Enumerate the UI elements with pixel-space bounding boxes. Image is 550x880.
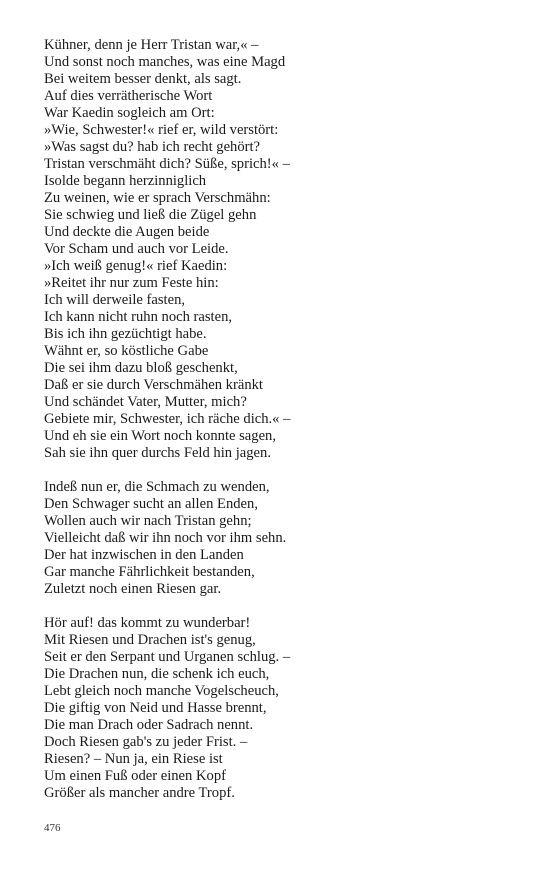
verse-line: Isolde begann herzinniglich: [44, 173, 207, 189]
verse-line: Doch Riesen gab's zu jeder Frist. –: [44, 734, 248, 750]
verse-line: Die Drachen nun, die schenk ich euch,: [44, 666, 270, 682]
verse-line: »Was sagst du? hab ich recht gehört?: [44, 139, 261, 155]
page-number: 476: [44, 822, 61, 834]
verse-line: Kühner, denn je Herr Tristan war,« –: [44, 37, 259, 53]
verse-line: Mit Riesen und Drachen ist's genug,: [44, 632, 256, 648]
verse-line: Bei weitem besser denkt, als sagt.: [44, 71, 242, 87]
verse-line: Hör auf! das kommt zu wunderbar!: [44, 615, 251, 631]
verse-line: Und deckte die Augen beide: [44, 224, 210, 240]
verse-line: »Wie, Schwester!« rief er, wild verstört:: [44, 122, 279, 138]
verse-line: Die giftig von Neid und Hasse brennt,: [44, 700, 267, 716]
verse-line: Gebiete mir, Schwester, ich räche dich.« –: [44, 411, 291, 427]
verse-line: Um einen Fuß oder einen Kopf: [44, 768, 226, 784]
verse-line: Sah sie ihn quer durchs Feld hin jagen.: [44, 445, 271, 461]
stanza-1: [44, 37, 514, 462]
poem-text: [44, 37, 514, 802]
verse-line: »Ich weiß genug!« rief Kaedin:: [44, 258, 228, 274]
verse-line: »Reitet ihr nur zum Feste hin:: [44, 275, 219, 291]
verse-line: Und schändet Vater, Mutter, mich?: [44, 394, 247, 410]
verse-line: Der hat inzwischen in den Landen: [44, 547, 244, 563]
verse-line: Wähnt er, so köstliche Gabe: [44, 343, 209, 359]
verse-line: Tristan verschmäht dich? Süße, sprich!« –: [44, 156, 290, 172]
verse-line: Vielleicht daß wir ihn noch vor ihm sehn.: [44, 530, 287, 546]
verse-line: Und eh sie ein Wort noch konnte sagen,: [44, 428, 277, 444]
verse-line: Indeß nun er, die Schmach zu wenden,: [44, 479, 270, 495]
verse-line: Daß er sie durch Verschmähen kränkt: [44, 377, 263, 393]
verse-line: Seit er den Serpant und Urganen schlug. –: [44, 649, 291, 665]
verse-line: Gar manche Fährlichkeit bestanden,: [44, 564, 255, 580]
verse-line: Bis ich ihn gezüchtigt habe.: [44, 326, 207, 342]
verse-line: Zu weinen, wie er sprach Verschmähn:: [44, 190, 271, 206]
verse-line: Den Schwager sucht an allen Enden,: [44, 496, 258, 512]
verse-line: Ich kann nicht ruhn noch rasten,: [44, 309, 233, 325]
stanza-2: [44, 479, 514, 598]
verse-line: Größer als mancher andre Tropf.: [44, 785, 235, 801]
verse-line: Vor Scham und auch vor Leide.: [44, 241, 229, 257]
verse-line: Riesen? – Nun ja, ein Riese ist: [44, 751, 223, 767]
verse-line: Auf dies verrätherische Wort: [44, 88, 213, 104]
verse-line: Ich will derweile fasten,: [44, 292, 186, 308]
verse-line: Lebt gleich noch manche Vogelscheuch,: [44, 683, 279, 699]
verse-line: Die sei ihm dazu bloß geschenkt,: [44, 360, 238, 376]
stanza-3: [44, 615, 514, 802]
verse-line: Sie schwieg und ließ die Zügel gehn: [44, 207, 257, 223]
verse-line: Wollen auch wir nach Tristan gehn;: [44, 513, 252, 529]
verse-line: War Kaedin sogleich am Ort:: [44, 105, 215, 121]
verse-line: Zuletzt noch einen Riesen gar.: [44, 581, 222, 597]
verse-line: Die man Drach oder Sadrach nennt.: [44, 717, 254, 733]
verse-line: Und sonst noch manches, was eine Magd: [44, 54, 286, 70]
